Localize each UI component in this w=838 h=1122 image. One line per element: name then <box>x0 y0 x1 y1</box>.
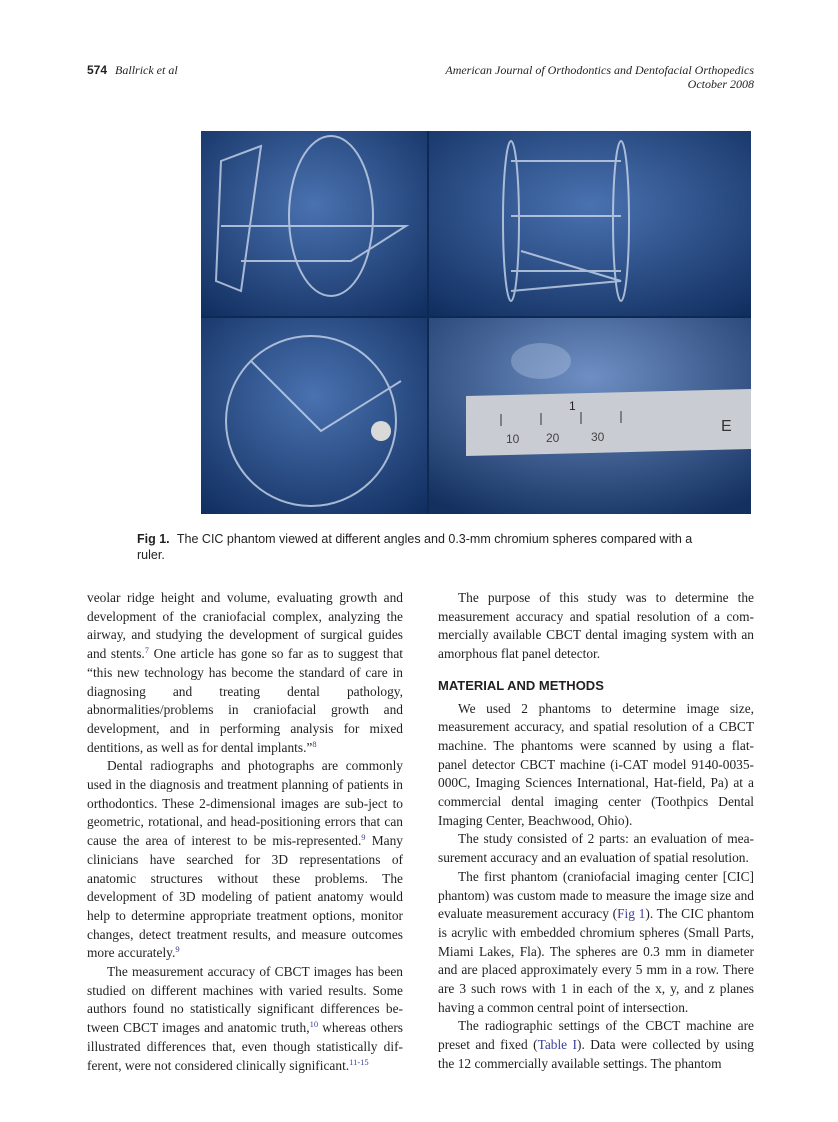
authors: Ballrick et al <box>115 63 178 77</box>
left-column <box>87 589 403 1075</box>
text: veolar ridge height and volume, evaluating growth and development of the craniofacial complex, analyzing the airway, and studying the development of surgical guides and stents. <box>87 590 403 662</box>
ruler-mark-10: 10 <box>506 432 520 446</box>
page-number: 574 <box>87 63 108 77</box>
photo-bottom-left <box>201 318 427 514</box>
paragraph <box>87 757 403 963</box>
figure-label: Fig 1. <box>137 532 170 546</box>
text: The first phantom (craniofacial imaging center [CIC] phantom) was custom made to measure the image size and evaluate measurement accuracy ( <box>438 868 754 922</box>
ruler-mark-20: 20 <box>546 431 560 445</box>
citation[interactable]: 10 <box>309 1019 319 1030</box>
paragraph <box>87 589 403 757</box>
paragraph <box>438 1017 754 1073</box>
issue-date: October 2008 <box>687 77 754 91</box>
text: The radiographic settings of the CBCT machine are preset and fixed ( <box>438 1018 754 1053</box>
paragraph <box>87 963 403 1075</box>
text: ). The CIC phantom is acrylic with embedded chromium spheres (Small Parts, Miami Lakes, Fla). The spheres are 0.3 mm in diameter and are placed approximately every 5 mm in a row. There are 3 such rows with 1 in each of the x, y, and z planes having a common central point of intersection. <box>438 906 755 1015</box>
paragraph: The purpose of this study was to determine the measurement accuracy and spatial resolution of a com-mercially available CBCT dental imaging system with an amorphous flat panel detector. <box>438 590 754 662</box>
text: Dental radiographs and photographs are commonly used in the diagnosis and treatment planning of patients in orthodontics. These 2-dimensional images are sub-ject to geometric, rotational, and head-positioning errors that can cause the area of interest to be mis-represented. <box>87 758 403 849</box>
table-link[interactable]: Table I <box>537 1037 578 1053</box>
ruler-mark-e: E <box>721 418 732 435</box>
running-header-left <box>87 63 178 78</box>
right-column <box>438 589 754 1074</box>
journal-name: American Journal of Orthodontics and Dentofacial Orthopedics <box>445 63 754 77</box>
citation[interactable]: 8 <box>312 738 317 749</box>
figure-caption-text: The CIC phantom viewed at different angles and 0.3-mm chromium spheres compared with a ruler. <box>137 532 693 562</box>
section-heading: MATERIAL AND METHODS <box>438 677 604 693</box>
text: Many clinicians have searched for 3D representations of anatomic structures without these problems. The development of 3D modeling of patient anatomy would help to determine appropriate treatment options, monitor changes, detect treatment results, and measure outcomes more accurately. <box>87 833 403 961</box>
citation[interactable]: 9 <box>175 944 180 955</box>
paragraph: We used 2 phantoms to determine image size, measurement accuracy, and spatial resolution of a CBCT machine. The phantoms were scanned by using a flat-panel detector CBCT machine (i-CAT model 9140-0035-000C, Imaging Sciences International, Hat-field, Pa) at a commercial dental imaging center (Toothpics Dental Imaging Center, Beachwood, Ohio). <box>438 700 754 828</box>
text: The measurement accuracy of CBCT images has been studied on different machines with varied results. Some authors found no statistically significant differences be-tween CBCT images and anatomic truth, <box>87 964 403 1036</box>
ruler <box>466 389 751 456</box>
running-header-right <box>445 63 754 91</box>
paragraph: The study consisted of 2 parts: an evaluation of mea-surement accuracy and an evaluation of spatial resolution. <box>438 831 754 866</box>
figure-link[interactable]: Fig 1 <box>617 906 646 922</box>
photo-top-right <box>429 131 751 316</box>
figure-caption <box>137 531 717 563</box>
figure-1-photo <box>201 131 751 514</box>
citation[interactable]: 9 <box>361 832 366 843</box>
citation[interactable]: 7 <box>144 645 150 656</box>
text: whereas others illustrated differences that, even though statistically dif-ferent, were not considered clinically significant. <box>87 1020 404 1073</box>
ruler-mark-1: 1 <box>569 399 576 413</box>
text: One article has gone so far as to suggest that “this new technology has become the standard of care in diagnosing and treating dental pathology, abnormalities/problems in craniofacial growth and development, and in performing analysis for mixed dentitions, as well as for dental implants.” <box>87 646 403 755</box>
ruler-mark-30: 30 <box>591 430 605 444</box>
citation[interactable]: 11-15 <box>349 1056 369 1067</box>
text: ). Data were collected by using the 12 commercially available settings. The phantom <box>438 1037 754 1071</box>
paragraph <box>438 868 754 1018</box>
